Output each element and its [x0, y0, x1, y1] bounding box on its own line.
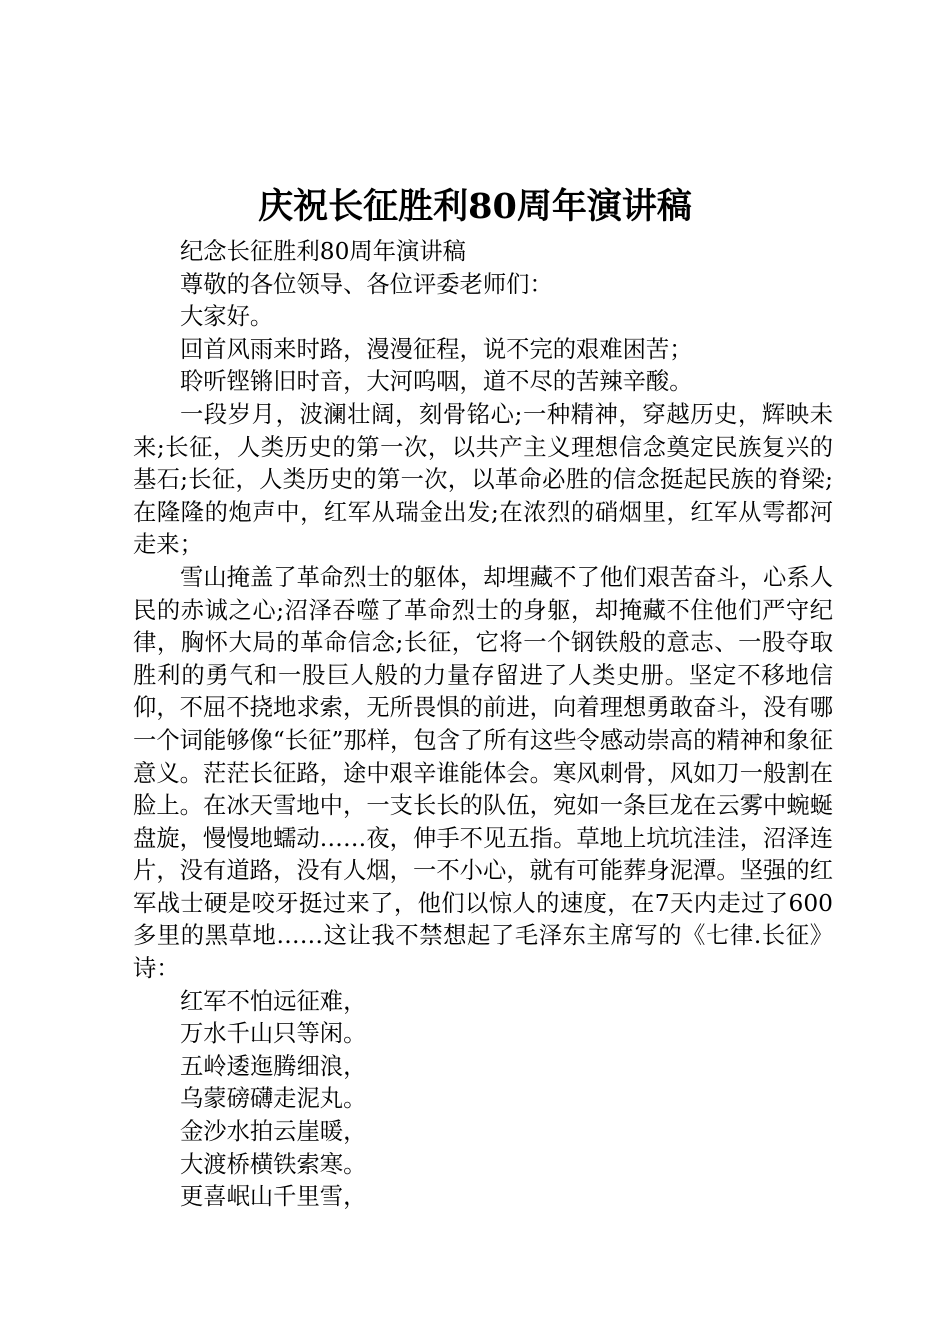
paragraph: 回首风雨来时路，漫漫征程，说不完的艰难困苦； [180, 335, 693, 363]
paragraph: 聆听铿锵旧时音，大河呜咽，道不尽的苦辣辛酸。 [180, 368, 693, 396]
poem-line: 五岭逶迤腾细浪， [180, 1052, 367, 1080]
poem-line: 乌蒙磅礴走泥丸。 [180, 1085, 367, 1113]
paragraph-subtitle: 纪念长征胜利80周年演讲稿 [180, 238, 466, 265]
poem-line: 万水千山只等闲。 [180, 1020, 367, 1048]
document-body [133, 236, 833, 1214]
paragraph: 雪山掩盖了革命烈士的躯体，却埋藏不了他们艰苦奋斗，心系人民的赤诚之心;沼泽吞噬了革命烈士的身躯，却掩藏不住他们严守纪律，胸怀大局的革命信念;长征，它将一个钢铁般的意志、一股夺取胜利的勇气和一股巨人般的力量存留进了人类史册。坚定不移地信仰，不屈不挠地求索，无所畏惧的前进，向着理想勇敢奋斗，没有哪一个词能够像“长征”那样，包含了所有这些令感动崇高的精神和象征意义。茫茫长征路，途中艰辛谁能体会。寒风刺骨，风如刀一般割在脸上。在冰天雪地中，一支长长的队伍，宛如一条巨龙在云雾中蜿蜒盘旋，慢慢地蠕动……夜，伸手不见五指。草地上坑坑洼洼，沼泽连片，没有道路，没有人烟，一不小心，就有可能葬身泥潭。坚强的红军战士硬是咬牙挺过来了，他们以惊人的速度，在7天内走过了600多里的黑草地……这让我不禁想起了毛泽东主席写的《七律.长征》诗： [133, 563, 833, 983]
poem-line: 更喜岷山千里雪， [180, 1183, 367, 1211]
paragraph-greeting: 大家好。 [180, 303, 274, 331]
paragraph-salutation: 尊敬的各位领导、各位评委老师们： [180, 270, 553, 298]
paragraph: 一段岁月，波澜壮阔，刻骨铭心;一种精神，穿越历史，辉映未来;长征，人类历史的第一次，以共产主义理想信念奠定民族复兴的基石;长征，人类历史的第一次，以革命必胜的信念挺起民族的脊梁;在隆隆的炮声中，红军从瑞金出发;在浓烈的硝烟里，红军从雩都河走来； [133, 400, 833, 559]
poem-line: 金沙水拍云崖暖， [180, 1118, 367, 1146]
poem-line: 红军不怕远征难， [180, 987, 367, 1015]
document-title: 庆祝长征胜利80周年演讲稿 [258, 186, 692, 227]
poem-line: 大渡桥横铁索寒。 [180, 1150, 367, 1178]
